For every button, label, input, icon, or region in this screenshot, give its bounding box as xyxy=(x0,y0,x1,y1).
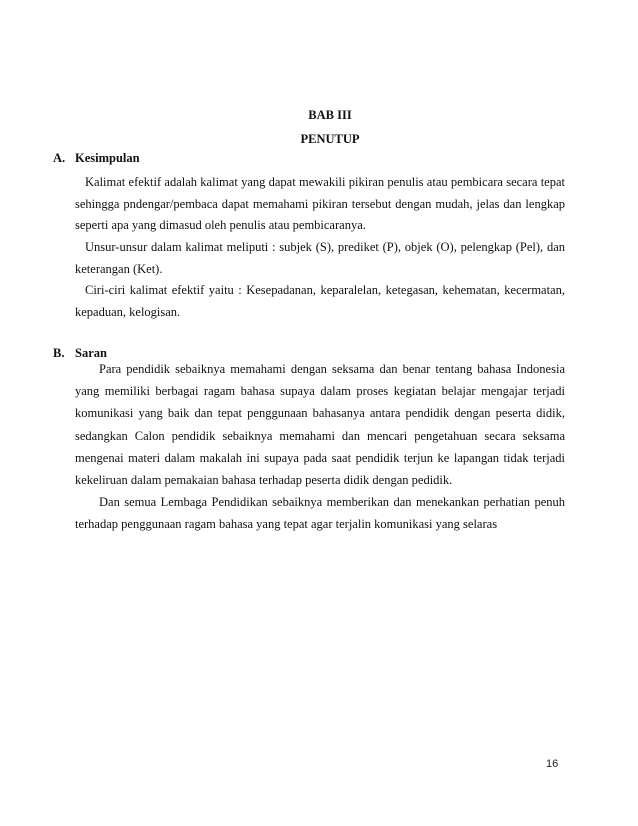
section-title: Kesimpulan xyxy=(75,151,140,165)
section-letter: A. xyxy=(53,151,66,165)
paragraph-kesimpulan-3: Ciri-ciri kalimat efektif yaitu : Kesepadanan, keparalelan, ketegasan, kehematan, kecermatan, kepaduan, kelogisan. xyxy=(75,283,565,319)
paragraph-saran-1: Para pendidik sebaiknya memahami dengan seksama dan benar tentang bahasa Indonesia yang memiliki berbagai ragam bahasa supaya dalam proses kegiatan belajar mengajar terjadi komunikasi yang baik dan tepat penggunaan bahasanya antara pendidik dengan peserta didik, sedangkan Calon pendidik sebaiknya memahami dan mencari pengetahuan secara seksama mengenai materi dalam makalah ini supaya pada saat pendidik terjun ke lapangan tidak terjadi kekeliruan dalam pemakaian bahasa terhadap peserta didik dengan pedidik. xyxy=(75,362,565,488)
paragraph-kesimpulan-2: Unsur-unsur dalam kalimat meliputi : subjek (S), prediket (P), objek (O), pelengkap (Pel), dan keterangan (Ket). xyxy=(75,240,565,276)
page-number: 16 xyxy=(546,758,559,770)
section-letter: B. xyxy=(53,346,65,360)
chapter-label: BAB III xyxy=(308,108,352,122)
paragraph-kesimpulan-1: Kalimat efektif adalah kalimat yang dapat mewakili pikiran penulis atau pembicara secara tepat sehingga pndengar/pembaca dapat memahami pikiran tersebut dengan mudah, jelas dan lengkap seperti apa yang dimasud oleh penulis atau pembicaranya. xyxy=(75,175,565,232)
section-heading-kesimpulan xyxy=(53,151,140,166)
chapter-title: PENUTUP xyxy=(300,132,360,146)
paragraph-saran-2: Dan semua Lembaga Pendidikan sebaiknya memberikan dan menekankan perhatian penuh terhadap penggunaan ragam bahasa yang tepat agar terjalin komunikasi yang selaras xyxy=(75,495,565,532)
section-title: Saran xyxy=(75,346,107,360)
